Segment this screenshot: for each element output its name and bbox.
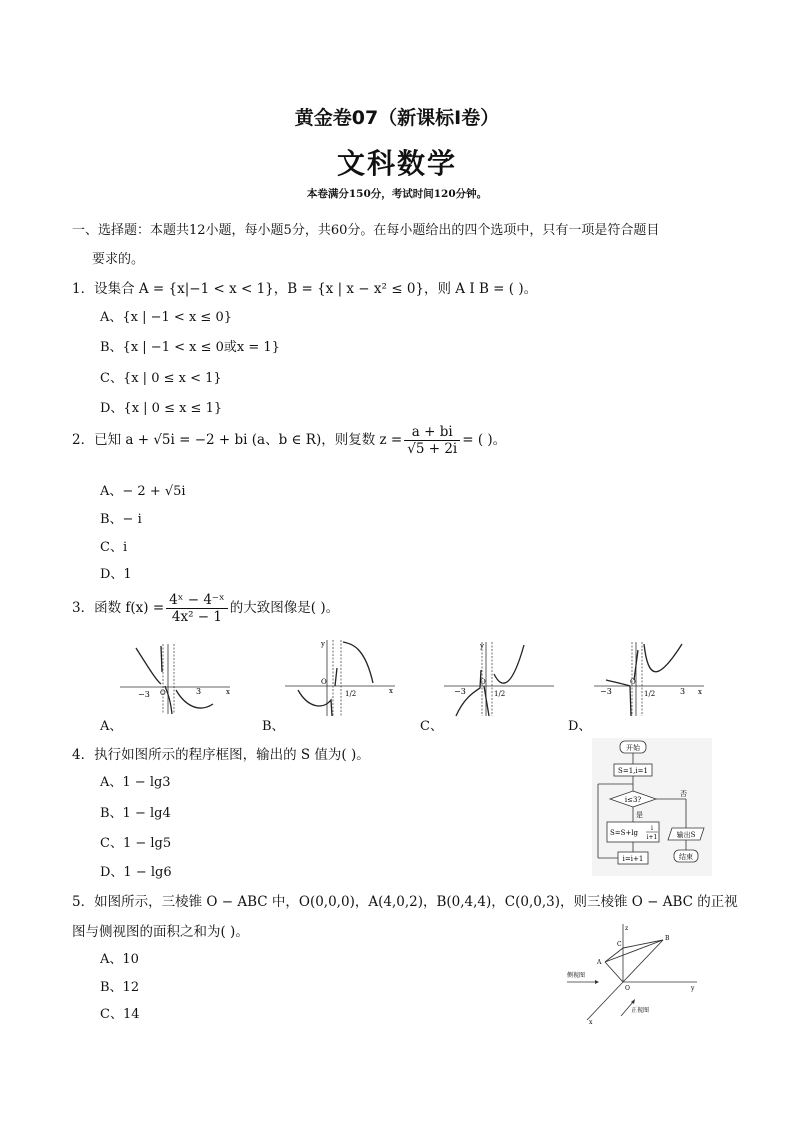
update-num: i: [651, 825, 653, 832]
c-label: C: [617, 941, 622, 948]
q5-option-b: B、12: [100, 980, 140, 995]
edge-ac: [605, 948, 623, 962]
q4-option-c: C、1 − lg5: [100, 836, 172, 851]
x-label: x: [698, 688, 702, 696]
output-text: 输出S: [676, 831, 696, 839]
x-label: x: [589, 1019, 593, 1025]
curve-mid: [165, 686, 172, 714]
q3-stem: [72, 592, 339, 625]
subject-title: 文科数学: [336, 147, 457, 180]
curve-right: [494, 645, 524, 683]
curve-left-branch: [161, 646, 162, 672]
q5-stem-line1: 5．如图所示，三棱锥 O − ABC 中，O(0,0,0)，A(4,0,2)，B(0,4,4)，C(0,0,3)，则三棱锥 O − ABC 的正视: [72, 894, 738, 910]
start-text: 开始: [626, 744, 640, 752]
y-label: y: [691, 985, 695, 992]
tick-neg3: −3: [138, 690, 150, 699]
front-view-label: 正视图: [631, 1007, 650, 1014]
q1-option-a: A、{x | −1 < x ≤ 0}: [100, 310, 232, 325]
q5-figure: [565, 920, 705, 1025]
side-view-label: 侧视图: [567, 972, 586, 979]
tick-half: 1/2: [494, 690, 506, 698]
side-view-arrowhead: [595, 980, 599, 984]
tick-half: 1/2: [644, 690, 656, 698]
origin-label: O: [630, 678, 636, 686]
q2-option-d: D、1: [100, 567, 132, 582]
section-heading-line1: 一、选择题：本题共12小题，每小题5分，共60分。在每小题给出的四个选项中，只有一项是符合题目: [72, 223, 660, 238]
curve-left: [606, 680, 631, 716]
edge-bo: [623, 940, 663, 982]
q3-frac-den: 4x² − 1: [171, 609, 223, 625]
q1-stem: 1．设集合 A = {x|−1 < x < 1}，B = {x | x − x² ≤ 0}，则 A I B = ( )。: [72, 281, 538, 297]
q4-stem: 4．执行如图所示的程序框图，输出的 S 值为( )。: [72, 747, 370, 763]
origin-label: O: [160, 689, 166, 697]
o-label: O: [625, 985, 630, 992]
q3-fraction: [166, 592, 228, 625]
edge-ao: [605, 962, 623, 982]
q2-frac-den: √5 + 2i: [407, 441, 458, 457]
x-axis: [587, 982, 623, 1020]
q2-stem-pre: 2．已知 a + √5i = −2 + bi (a、b ∈ R)，则复数 z =: [72, 432, 403, 448]
x-label: x: [389, 687, 393, 695]
q3-graph-c-label: C、: [420, 719, 443, 734]
curve-mid: [335, 668, 337, 686]
init-text: S=1,i=1: [618, 767, 648, 775]
q2-option-a: A、− 2 + √5i: [100, 484, 186, 499]
section-heading-line2: 要求的。: [92, 252, 145, 267]
exam-title: 黄金卷07（新课标Ⅰ卷）: [294, 107, 500, 129]
q1-option-c: C、{x | 0 ≤ x < 1}: [100, 371, 222, 386]
q3-graph-c: [442, 640, 557, 718]
q5-stem-line2: 图与侧视图的面积之和为( )。: [72, 924, 249, 940]
a-label: A: [597, 959, 602, 966]
q2-frac-num: a + bi: [404, 424, 460, 441]
curve-mid: [484, 686, 489, 716]
q5-option-c: C、14: [100, 1007, 140, 1022]
b-label: B: [665, 935, 670, 942]
q3-graph-d-label: D、: [568, 719, 592, 734]
q3-graph-a-label: A、: [100, 719, 123, 734]
cond-text: i≤3?: [624, 796, 642, 804]
tick-neg3: −3: [600, 687, 612, 696]
q3-graph-b-label: B、: [262, 719, 285, 734]
q4-option-d: D、1 − lg6: [100, 865, 172, 880]
q2-option-c: C、i: [100, 540, 128, 555]
update-text: S=S+lg: [610, 829, 639, 837]
y-label: y: [321, 640, 325, 648]
update-den: i+1: [646, 834, 658, 841]
q4-flowchart: [592, 738, 712, 876]
edge-ab: [605, 940, 663, 962]
inc-text: i=i+1: [622, 855, 644, 863]
y-label: y: [480, 642, 484, 650]
tick-pos3: 3: [196, 687, 202, 696]
q1-option-b: B、{x | −1 < x ≤ 0或x = 1}: [100, 340, 280, 355]
no-label: 否: [680, 790, 687, 798]
exam-note: 本卷满分150分，考试时间120分钟。: [306, 188, 488, 200]
q3-stem-pre: 3．函数 f(x) =: [72, 600, 165, 616]
z-label: z: [625, 925, 629, 932]
q3-graph-d: [592, 640, 707, 718]
q2-stem: [72, 424, 506, 457]
curve-right: [343, 642, 373, 683]
origin-label: O: [321, 678, 327, 686]
q3-stem-post: 的大致图像是( )。: [229, 600, 340, 616]
end-text: 结束: [679, 853, 693, 861]
curve-left: [136, 648, 161, 684]
q4-option-a: A、1 − lg3: [100, 775, 171, 790]
x-label: x: [226, 688, 230, 696]
q2-fraction: [404, 424, 460, 457]
q2-stem-post: = ( )。: [462, 432, 507, 448]
q2-option-b: B、− i: [100, 512, 142, 527]
q1-option-d: D、{x | 0 ≤ x ≤ 1}: [100, 401, 223, 416]
origin-label: O: [480, 678, 486, 686]
q5-option-a: A、10: [100, 952, 139, 967]
q4-option-b: B、1 − lg4: [100, 806, 171, 821]
curve-right: [176, 690, 213, 708]
q3-graph-a: [118, 642, 233, 717]
tick-pos3: 3: [680, 687, 686, 696]
curve-right: [644, 644, 682, 672]
tick-half: 1/2: [345, 690, 357, 698]
q3-graph-b: [283, 638, 398, 718]
q3-frac-num: 4ˣ − 4⁻ˣ: [166, 592, 228, 609]
yes-label: 是: [636, 811, 643, 819]
tick-neg3: −3: [454, 687, 466, 696]
